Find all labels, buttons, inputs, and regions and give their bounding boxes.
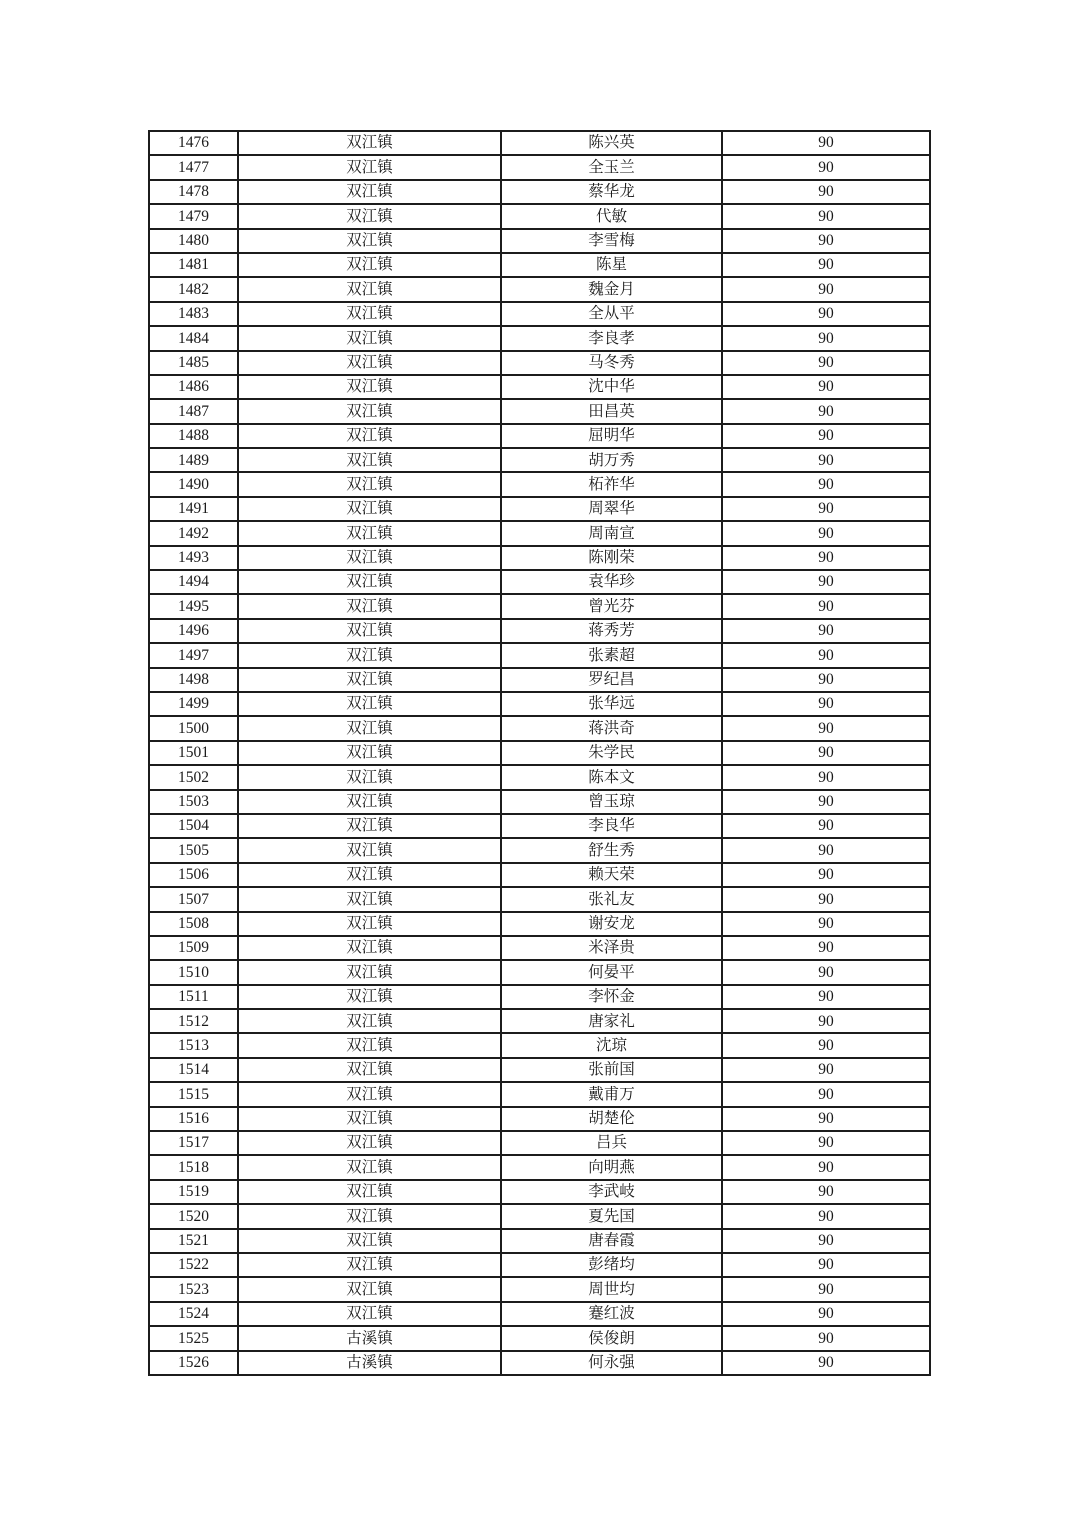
cell-name: 马冬秀 bbox=[501, 351, 722, 375]
cell-score: 90 bbox=[722, 1033, 930, 1057]
cell-name: 李武岐 bbox=[501, 1180, 722, 1204]
cell-name: 戴甫万 bbox=[501, 1082, 722, 1106]
cell-serial: 1525 bbox=[149, 1326, 238, 1350]
cell-town: 双江镇 bbox=[238, 985, 501, 1009]
cell-town: 双江镇 bbox=[238, 424, 501, 448]
table-row bbox=[149, 790, 930, 814]
cell-name: 蒋洪奇 bbox=[501, 716, 722, 740]
cell-score: 90 bbox=[722, 1180, 930, 1204]
cell-town: 双江镇 bbox=[238, 302, 501, 326]
cell-score: 90 bbox=[722, 302, 930, 326]
cell-serial: 1511 bbox=[149, 985, 238, 1009]
table-row bbox=[149, 497, 930, 521]
cell-name: 陈本文 bbox=[501, 765, 722, 789]
table-row bbox=[149, 131, 930, 155]
cell-name: 胡万秀 bbox=[501, 448, 722, 472]
cell-town: 双江镇 bbox=[238, 1229, 501, 1253]
cell-score: 90 bbox=[722, 399, 930, 423]
table-row bbox=[149, 1277, 930, 1301]
table-row bbox=[149, 424, 930, 448]
cell-serial: 1517 bbox=[149, 1131, 238, 1155]
cell-name: 沈中华 bbox=[501, 375, 722, 399]
cell-name: 侯俊朗 bbox=[501, 1326, 722, 1350]
cell-town: 双江镇 bbox=[238, 1082, 501, 1106]
cell-score: 90 bbox=[722, 253, 930, 277]
cell-serial: 1508 bbox=[149, 912, 238, 936]
table-row bbox=[149, 472, 930, 496]
cell-town: 双江镇 bbox=[238, 716, 501, 740]
cell-name: 何晏平 bbox=[501, 960, 722, 984]
cell-serial: 1482 bbox=[149, 277, 238, 301]
cell-town: 双江镇 bbox=[238, 692, 501, 716]
cell-town: 双江镇 bbox=[238, 277, 501, 301]
cell-town: 双江镇 bbox=[238, 863, 501, 887]
cell-score: 90 bbox=[722, 375, 930, 399]
cell-serial: 1520 bbox=[149, 1204, 238, 1228]
cell-town: 双江镇 bbox=[238, 546, 501, 570]
table-row bbox=[149, 180, 930, 204]
cell-town: 双江镇 bbox=[238, 1058, 501, 1082]
cell-score: 90 bbox=[722, 180, 930, 204]
table-row bbox=[149, 619, 930, 643]
cell-name: 陈兴英 bbox=[501, 131, 722, 155]
cell-serial: 1519 bbox=[149, 1180, 238, 1204]
cell-name: 蒋秀芳 bbox=[501, 619, 722, 643]
cell-name: 全从平 bbox=[501, 302, 722, 326]
table-row bbox=[149, 887, 930, 911]
cell-serial: 1483 bbox=[149, 302, 238, 326]
cell-town: 双江镇 bbox=[238, 229, 501, 253]
cell-score: 90 bbox=[722, 448, 930, 472]
cell-serial: 1479 bbox=[149, 204, 238, 228]
cell-score: 90 bbox=[722, 277, 930, 301]
table-row bbox=[149, 1351, 930, 1375]
cell-score: 90 bbox=[722, 1229, 930, 1253]
table-row bbox=[149, 668, 930, 692]
cell-town: 双江镇 bbox=[238, 1131, 501, 1155]
table-row bbox=[149, 546, 930, 570]
cell-town: 双江镇 bbox=[238, 912, 501, 936]
cell-score: 90 bbox=[722, 594, 930, 618]
cell-name: 周南宣 bbox=[501, 521, 722, 545]
cell-town: 双江镇 bbox=[238, 1155, 501, 1179]
cell-serial: 1488 bbox=[149, 424, 238, 448]
cell-serial: 1518 bbox=[149, 1155, 238, 1179]
cell-town: 双江镇 bbox=[238, 619, 501, 643]
cell-score: 90 bbox=[722, 351, 930, 375]
cell-name: 彭绪均 bbox=[501, 1253, 722, 1277]
cell-town: 双江镇 bbox=[238, 838, 501, 862]
cell-name: 陈星 bbox=[501, 253, 722, 277]
cell-score: 90 bbox=[722, 692, 930, 716]
cell-serial: 1490 bbox=[149, 472, 238, 496]
cell-serial: 1526 bbox=[149, 1351, 238, 1375]
cell-score: 90 bbox=[722, 838, 930, 862]
cell-town: 双江镇 bbox=[238, 375, 501, 399]
cell-score: 90 bbox=[722, 912, 930, 936]
cell-town: 双江镇 bbox=[238, 351, 501, 375]
table-row bbox=[149, 814, 930, 838]
cell-name: 沈琼 bbox=[501, 1033, 722, 1057]
cell-score: 90 bbox=[722, 1107, 930, 1131]
table-row bbox=[149, 1009, 930, 1033]
cell-serial: 1512 bbox=[149, 1009, 238, 1033]
cell-serial: 1509 bbox=[149, 936, 238, 960]
cell-town: 双江镇 bbox=[238, 790, 501, 814]
cell-name: 张华远 bbox=[501, 692, 722, 716]
cell-town: 双江镇 bbox=[238, 643, 501, 667]
cell-name: 袁华珍 bbox=[501, 570, 722, 594]
table-row bbox=[149, 912, 930, 936]
table-row bbox=[149, 1180, 930, 1204]
cell-serial: 1478 bbox=[149, 180, 238, 204]
cell-town: 双江镇 bbox=[238, 1253, 501, 1277]
table-row bbox=[149, 1107, 930, 1131]
cell-town: 双江镇 bbox=[238, 814, 501, 838]
cell-score: 90 bbox=[722, 765, 930, 789]
cell-name: 夏先国 bbox=[501, 1204, 722, 1228]
cell-serial: 1493 bbox=[149, 546, 238, 570]
cell-town: 双江镇 bbox=[238, 131, 501, 155]
cell-name: 李良华 bbox=[501, 814, 722, 838]
cell-name: 胡楚伦 bbox=[501, 1107, 722, 1131]
cell-serial: 1510 bbox=[149, 960, 238, 984]
cell-score: 90 bbox=[722, 936, 930, 960]
cell-town: 双江镇 bbox=[238, 448, 501, 472]
cell-serial: 1489 bbox=[149, 448, 238, 472]
cell-name: 屈明华 bbox=[501, 424, 722, 448]
cell-serial: 1496 bbox=[149, 619, 238, 643]
cell-serial: 1500 bbox=[149, 716, 238, 740]
cell-score: 90 bbox=[722, 229, 930, 253]
cell-score: 90 bbox=[722, 1351, 930, 1375]
cell-town: 双江镇 bbox=[238, 1180, 501, 1204]
table-row bbox=[149, 229, 930, 253]
cell-serial: 1503 bbox=[149, 790, 238, 814]
cell-serial: 1507 bbox=[149, 887, 238, 911]
table-row bbox=[149, 1229, 930, 1253]
cell-name: 吕兵 bbox=[501, 1131, 722, 1155]
cell-town: 双江镇 bbox=[238, 765, 501, 789]
cell-score: 90 bbox=[722, 326, 930, 350]
cell-serial: 1492 bbox=[149, 521, 238, 545]
cell-score: 90 bbox=[722, 985, 930, 1009]
cell-name: 张前国 bbox=[501, 1058, 722, 1082]
cell-serial: 1501 bbox=[149, 741, 238, 765]
cell-serial: 1477 bbox=[149, 155, 238, 179]
cell-name: 罗纪昌 bbox=[501, 668, 722, 692]
cell-serial: 1516 bbox=[149, 1107, 238, 1131]
table-row bbox=[149, 375, 930, 399]
cell-serial: 1497 bbox=[149, 643, 238, 667]
cell-score: 90 bbox=[722, 570, 930, 594]
cell-score: 90 bbox=[722, 472, 930, 496]
cell-serial: 1505 bbox=[149, 838, 238, 862]
table-row bbox=[149, 1155, 930, 1179]
cell-town: 双江镇 bbox=[238, 472, 501, 496]
cell-score: 90 bbox=[722, 204, 930, 228]
cell-serial: 1524 bbox=[149, 1302, 238, 1326]
cell-town: 古溪镇 bbox=[238, 1326, 501, 1350]
cell-town: 双江镇 bbox=[238, 1009, 501, 1033]
table-row bbox=[149, 1131, 930, 1155]
cell-town: 双江镇 bbox=[238, 253, 501, 277]
cell-serial: 1514 bbox=[149, 1058, 238, 1082]
table-row bbox=[149, 765, 930, 789]
table-row bbox=[149, 1033, 930, 1057]
cell-name: 蹇红波 bbox=[501, 1302, 722, 1326]
cell-town: 双江镇 bbox=[238, 936, 501, 960]
cell-score: 90 bbox=[722, 1253, 930, 1277]
table-row bbox=[149, 204, 930, 228]
table-row bbox=[149, 863, 930, 887]
cell-town: 双江镇 bbox=[238, 155, 501, 179]
cell-serial: 1523 bbox=[149, 1277, 238, 1301]
cell-score: 90 bbox=[722, 643, 930, 667]
cell-serial: 1506 bbox=[149, 863, 238, 887]
cell-serial: 1495 bbox=[149, 594, 238, 618]
table-row bbox=[149, 1204, 930, 1228]
cell-name: 陈刚荣 bbox=[501, 546, 722, 570]
cell-town: 双江镇 bbox=[238, 326, 501, 350]
table-row bbox=[149, 1058, 930, 1082]
cell-score: 90 bbox=[722, 960, 930, 984]
table-row bbox=[149, 521, 930, 545]
cell-score: 90 bbox=[722, 790, 930, 814]
cell-score: 90 bbox=[722, 619, 930, 643]
cell-score: 90 bbox=[722, 1009, 930, 1033]
cell-name: 魏金月 bbox=[501, 277, 722, 301]
table-row bbox=[149, 570, 930, 594]
cell-town: 双江镇 bbox=[238, 399, 501, 423]
cell-town: 双江镇 bbox=[238, 594, 501, 618]
cell-name: 柘祚华 bbox=[501, 472, 722, 496]
cell-serial: 1480 bbox=[149, 229, 238, 253]
cell-town: 双江镇 bbox=[238, 1302, 501, 1326]
cell-name: 曾光芬 bbox=[501, 594, 722, 618]
table-row bbox=[149, 1326, 930, 1350]
table-row bbox=[149, 155, 930, 179]
table-row bbox=[149, 594, 930, 618]
cell-score: 90 bbox=[722, 546, 930, 570]
cell-score: 90 bbox=[722, 521, 930, 545]
cell-name: 向明燕 bbox=[501, 1155, 722, 1179]
cell-serial: 1486 bbox=[149, 375, 238, 399]
cell-serial: 1481 bbox=[149, 253, 238, 277]
table-row bbox=[149, 399, 930, 423]
cell-name: 代敏 bbox=[501, 204, 722, 228]
cell-name: 张礼友 bbox=[501, 887, 722, 911]
table-row bbox=[149, 936, 930, 960]
cell-town: 双江镇 bbox=[238, 570, 501, 594]
table-row bbox=[149, 326, 930, 350]
cell-town: 双江镇 bbox=[238, 887, 501, 911]
table-row bbox=[149, 302, 930, 326]
table-row bbox=[149, 985, 930, 1009]
cell-name: 曾玉琼 bbox=[501, 790, 722, 814]
cell-name: 李怀金 bbox=[501, 985, 722, 1009]
table-row bbox=[149, 351, 930, 375]
cell-name: 唐家礼 bbox=[501, 1009, 722, 1033]
table-row bbox=[149, 838, 930, 862]
cell-name: 舒生秀 bbox=[501, 838, 722, 862]
cell-town: 双江镇 bbox=[238, 1107, 501, 1131]
cell-serial: 1494 bbox=[149, 570, 238, 594]
cell-serial: 1522 bbox=[149, 1253, 238, 1277]
cell-score: 90 bbox=[722, 1131, 930, 1155]
cell-score: 90 bbox=[722, 887, 930, 911]
cell-serial: 1487 bbox=[149, 399, 238, 423]
cell-serial: 1484 bbox=[149, 326, 238, 350]
table-row bbox=[149, 716, 930, 740]
cell-score: 90 bbox=[722, 155, 930, 179]
cell-score: 90 bbox=[722, 1277, 930, 1301]
cell-serial: 1521 bbox=[149, 1229, 238, 1253]
cell-score: 90 bbox=[722, 424, 930, 448]
cell-town: 双江镇 bbox=[238, 521, 501, 545]
cell-score: 90 bbox=[722, 863, 930, 887]
cell-town: 双江镇 bbox=[238, 180, 501, 204]
cell-town: 双江镇 bbox=[238, 1204, 501, 1228]
table-row bbox=[149, 253, 930, 277]
cell-score: 90 bbox=[722, 1058, 930, 1082]
cell-score: 90 bbox=[722, 131, 930, 155]
cell-score: 90 bbox=[722, 1155, 930, 1179]
cell-serial: 1504 bbox=[149, 814, 238, 838]
cell-score: 90 bbox=[722, 716, 930, 740]
table-row bbox=[149, 692, 930, 716]
cell-score: 90 bbox=[722, 741, 930, 765]
cell-score: 90 bbox=[722, 1326, 930, 1350]
cell-town: 双江镇 bbox=[238, 741, 501, 765]
cell-name: 赖天荣 bbox=[501, 863, 722, 887]
cell-town: 双江镇 bbox=[238, 1033, 501, 1057]
cell-serial: 1491 bbox=[149, 497, 238, 521]
cell-score: 90 bbox=[722, 497, 930, 521]
cell-serial: 1515 bbox=[149, 1082, 238, 1106]
cell-name: 田昌英 bbox=[501, 399, 722, 423]
table-row bbox=[149, 1082, 930, 1106]
table-row bbox=[149, 1302, 930, 1326]
roster-table-body bbox=[149, 131, 930, 1375]
cell-name: 李雪梅 bbox=[501, 229, 722, 253]
cell-score: 90 bbox=[722, 1082, 930, 1106]
cell-name: 唐春霞 bbox=[501, 1229, 722, 1253]
cell-name: 全玉兰 bbox=[501, 155, 722, 179]
cell-name: 张素超 bbox=[501, 643, 722, 667]
cell-name: 朱学民 bbox=[501, 741, 722, 765]
cell-score: 90 bbox=[722, 1302, 930, 1326]
cell-town: 双江镇 bbox=[238, 497, 501, 521]
cell-town: 双江镇 bbox=[238, 204, 501, 228]
table-row bbox=[149, 960, 930, 984]
cell-name: 李良孝 bbox=[501, 326, 722, 350]
cell-serial: 1485 bbox=[149, 351, 238, 375]
cell-score: 90 bbox=[722, 668, 930, 692]
cell-town: 双江镇 bbox=[238, 960, 501, 984]
table-row bbox=[149, 448, 930, 472]
cell-score: 90 bbox=[722, 1204, 930, 1228]
cell-name: 周翠华 bbox=[501, 497, 722, 521]
cell-serial: 1502 bbox=[149, 765, 238, 789]
cell-town: 双江镇 bbox=[238, 668, 501, 692]
cell-serial: 1498 bbox=[149, 668, 238, 692]
cell-town: 双江镇 bbox=[238, 1277, 501, 1301]
roster-table bbox=[148, 130, 931, 1376]
cell-town: 古溪镇 bbox=[238, 1351, 501, 1375]
cell-serial: 1513 bbox=[149, 1033, 238, 1057]
cell-name: 蔡华龙 bbox=[501, 180, 722, 204]
cell-name: 周世均 bbox=[501, 1277, 722, 1301]
table-row bbox=[149, 1253, 930, 1277]
cell-name: 谢安龙 bbox=[501, 912, 722, 936]
table-row bbox=[149, 277, 930, 301]
cell-name: 米泽贵 bbox=[501, 936, 722, 960]
table-row bbox=[149, 741, 930, 765]
table-row bbox=[149, 643, 930, 667]
cell-serial: 1499 bbox=[149, 692, 238, 716]
cell-name: 何永强 bbox=[501, 1351, 722, 1375]
cell-serial: 1476 bbox=[149, 131, 238, 155]
cell-score: 90 bbox=[722, 814, 930, 838]
